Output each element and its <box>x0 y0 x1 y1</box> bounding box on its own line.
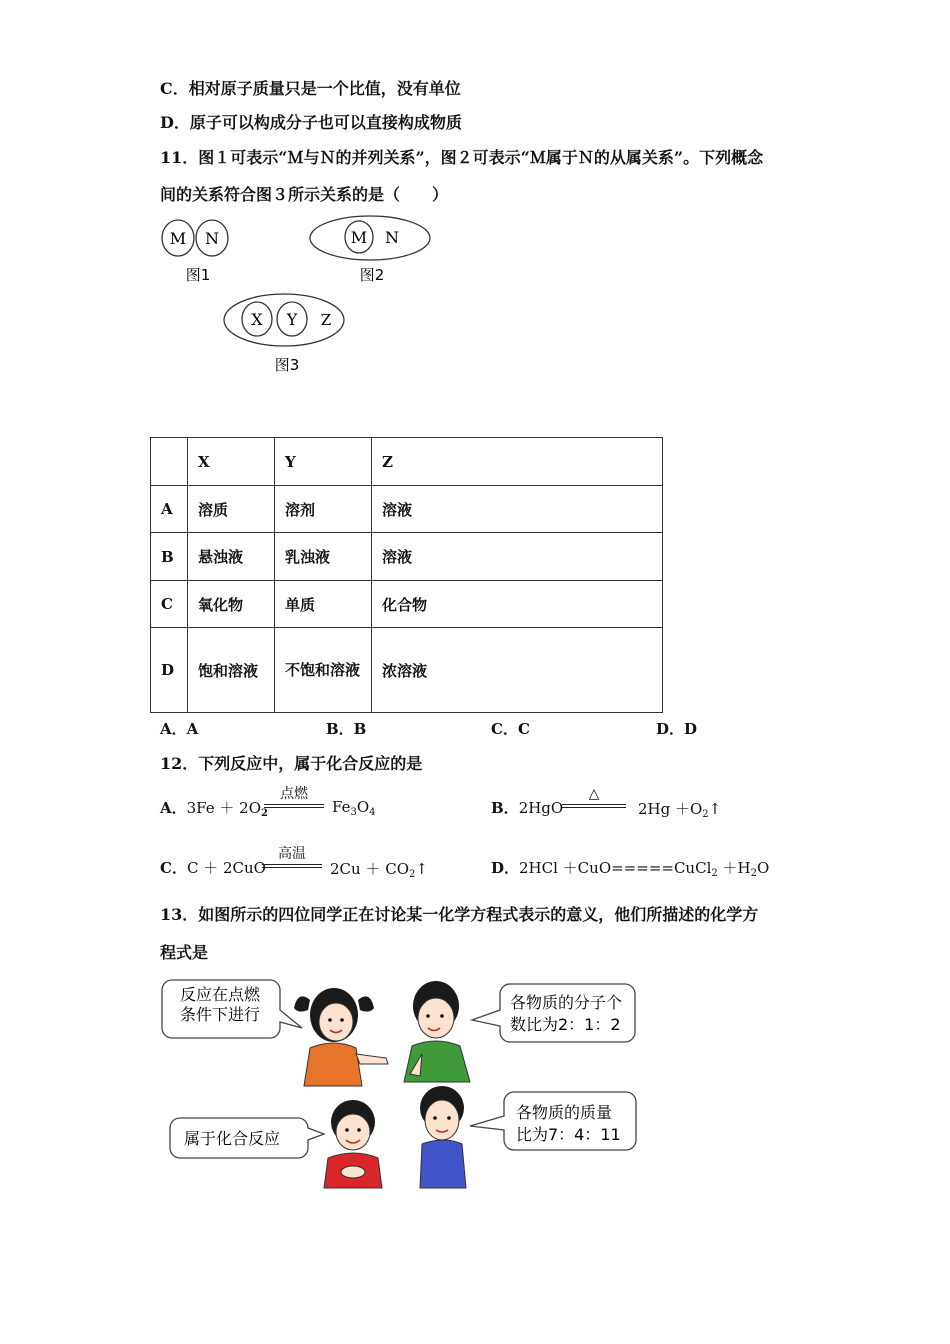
q12-d-sub1: 2 <box>711 868 718 879</box>
table-cell: 溶液 <box>372 533 663 581</box>
figure-1 <box>162 220 228 284</box>
q12-c-right-text: 2Cu ＋ CO <box>330 860 409 878</box>
q12-b-right-text: 2Hg ＋O <box>638 800 703 818</box>
q13-illustration <box>160 970 650 1200</box>
bubble2-line2: 数比为2：1：2 <box>510 1015 621 1034</box>
fig2-n: N <box>385 228 399 247</box>
q12-b-right <box>638 798 721 820</box>
q12-a-condition <box>264 786 324 808</box>
q12-c-label: C． <box>160 859 187 877</box>
q13-stem-line1: 13．如图所示的四位同学正在讨论某一化学方程式表示的意义，他们所描述的化学方 <box>160 905 759 924</box>
table-cell: 溶剂 <box>275 486 372 533</box>
figure-2 <box>310 216 430 284</box>
q12-a-right <box>332 798 376 818</box>
q12-a-cond-text: 点燃 <box>280 786 308 802</box>
fig1-m: M <box>169 229 187 248</box>
table-row <box>151 486 663 533</box>
q11-figures <box>150 210 450 380</box>
q12-c-arrow: ↑ <box>415 860 428 878</box>
table-row <box>151 581 663 628</box>
bubble1-line1: 反应在点燃 <box>180 985 261 1004</box>
speech-bubble-2 <box>472 984 635 1042</box>
q12-b-arrow: ↑ <box>708 800 722 818</box>
answer-a: A．A <box>160 720 199 738</box>
fig3-x: X <box>251 310 263 329</box>
fig2-caption: 图2 <box>359 266 385 284</box>
table-cell: B <box>151 533 188 581</box>
q12-d-label: D． <box>491 859 520 877</box>
table-row <box>151 628 663 713</box>
speech-bubble-1 <box>162 980 302 1038</box>
q12-b-label: B． <box>491 799 519 817</box>
q12-a-right-text: Fe <box>332 798 351 816</box>
fig3-z: Z <box>320 311 332 329</box>
q12-option-d <box>491 857 769 879</box>
q12-a-left: 3Fe ＋ 2O <box>186 799 262 817</box>
table-cell: 悬浊液 <box>188 533 275 581</box>
boy-green-shirt-figure <box>404 981 470 1082</box>
q12-stem: 12．下列反应中，属于化合反应的是 <box>160 754 423 773</box>
q12-a-right-sub1: 3 <box>350 807 357 818</box>
q12-b-cond-text: △ <box>588 786 600 802</box>
table-cell: 浓溶液 <box>372 628 663 713</box>
option-c-text: C．相对原子质量只是一个比值，没有单位 <box>160 79 461 98</box>
table-cell: 溶质 <box>188 486 275 533</box>
boy-red-shirt-figure <box>324 1100 382 1188</box>
q12-option-b <box>491 797 563 818</box>
q12-c-condition <box>262 846 322 868</box>
speech-bubble-3 <box>170 1118 324 1158</box>
q12-b-condition <box>562 786 626 808</box>
q12-b-right-sub: 2 <box>702 809 709 820</box>
q12-option-c <box>160 857 266 878</box>
fig2-m: M <box>350 228 368 247</box>
bubble1-line2: 条件下进行 <box>180 1005 261 1024</box>
q11-stem-line2: 间的关系符合图３所示关系的是（ ） <box>160 185 449 204</box>
boy-blue-shirt-figure <box>420 1086 466 1188</box>
table-cell: 不饱和溶液 <box>275 628 372 713</box>
bubble2-line1: 各物质的分子个 <box>510 993 623 1012</box>
bubble3-line1: 属于化合反应 <box>184 1129 281 1148</box>
q11-options-table <box>150 437 663 713</box>
speech-bubble-4 <box>470 1092 636 1150</box>
q13-stem-line2: 程式是 <box>160 943 209 962</box>
table-cell: A <box>151 486 188 533</box>
table-header-cell: X <box>188 438 275 486</box>
answer-b: B．B <box>326 720 367 738</box>
table-cell: 化合物 <box>372 581 663 628</box>
q12-c-right <box>330 858 428 880</box>
table-cell: C <box>151 581 188 628</box>
bubble4-line2: 比为7：4：11 <box>516 1125 621 1144</box>
q12-a-right-mid: O <box>356 798 370 816</box>
table-header-cell: Y <box>275 438 372 486</box>
table-header-row <box>151 438 663 486</box>
q12-d-text: 2HCl ＋CuO=====CuCl <box>519 859 712 877</box>
answer-d: D．D <box>656 720 698 738</box>
fig1-n: N <box>205 229 219 248</box>
table-row <box>151 533 663 581</box>
figure-3 <box>224 294 344 374</box>
q11-stem-line1: 11．图１可表示“Ｍ与Ｎ的并列关系”，图２可表示“Ｍ属于Ｎ的从属关系”。下列概念 <box>160 148 764 167</box>
q12-d-sub2: 2 <box>750 868 757 879</box>
q12-a-right-sub2: 4 <box>369 807 376 818</box>
q12-option-a <box>160 797 268 819</box>
table-cell: 氧化物 <box>188 581 275 628</box>
fig3-y: Y <box>286 310 298 329</box>
q12-b-left: 2HgO <box>518 799 564 817</box>
q12-d-text2: ＋H <box>717 859 751 877</box>
option-d-text: D．原子可以构成分子也可以直接构成物质 <box>160 113 462 132</box>
q12-d-text3: O <box>756 859 770 877</box>
table-cell: 溶液 <box>372 486 663 533</box>
answer-c: C．C <box>491 720 530 738</box>
table-header-cell <box>151 438 188 486</box>
q12-c-cond-text: 高温 <box>278 846 306 862</box>
table-cell: D <box>151 628 188 713</box>
girl-student-figure <box>294 988 388 1086</box>
table-header-cell: Z <box>372 438 663 486</box>
fig3-caption: 图3 <box>274 356 300 374</box>
table-cell: 乳浊液 <box>275 533 372 581</box>
q12-a-left-sub: 2 <box>261 808 268 819</box>
q12-a-label: A． <box>160 799 187 817</box>
fig1-caption: 图1 <box>185 266 211 284</box>
table-cell: 单质 <box>275 581 372 628</box>
bubble4-line1: 各物质的质量 <box>516 1103 613 1122</box>
q12-c-left: C ＋ 2CuO <box>186 859 266 877</box>
table-cell: 饱和溶液 <box>188 628 275 713</box>
q12-c-right-sub: 2 <box>409 869 416 880</box>
